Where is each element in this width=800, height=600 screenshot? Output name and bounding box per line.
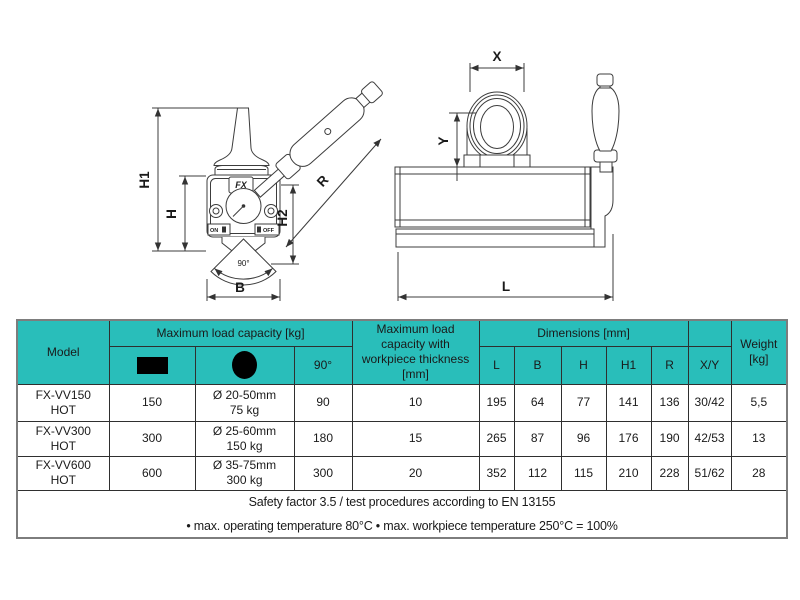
screw-left bbox=[210, 205, 223, 218]
model-cell bbox=[17, 456, 109, 490]
header-dim-h1: H1 bbox=[606, 346, 651, 384]
round-capacity-cell bbox=[195, 384, 294, 421]
round-kg: 150 kg bbox=[226, 438, 263, 453]
weight-cell: 28 bbox=[731, 456, 787, 490]
dim-r-cell: 228 bbox=[651, 456, 688, 490]
dim-xy-cell: 30/42 bbox=[688, 384, 731, 421]
round-diameter: Ø 35-75mm bbox=[212, 458, 277, 472]
capacity-90-cell: 90 bbox=[294, 384, 352, 421]
dim-label-h1: H1 bbox=[137, 171, 152, 189]
pole-plate bbox=[396, 229, 600, 247]
model-name: FX-VV300 bbox=[35, 423, 91, 438]
on-label: ON bbox=[210, 228, 219, 234]
dim-label-b: B bbox=[235, 280, 245, 295]
header-dim-xy: X/Y bbox=[688, 346, 731, 384]
model-variant: HOT bbox=[50, 473, 76, 487]
header-row-1 bbox=[17, 320, 787, 346]
casting-shoulder bbox=[215, 166, 268, 176]
hanger-casting bbox=[214, 108, 269, 166]
dim-h-cell: 77 bbox=[561, 384, 606, 421]
flat-material-icon bbox=[137, 357, 168, 374]
dim-xy-cell: 51/62 bbox=[688, 456, 731, 490]
model-variant: HOT bbox=[50, 438, 76, 453]
fx-logo-text: FX bbox=[235, 180, 247, 190]
thickness-cell: 10 bbox=[352, 384, 479, 421]
round-kg: 75 kg bbox=[229, 402, 260, 417]
dim-l-cell: 195 bbox=[479, 384, 514, 421]
dim-r-cell: 190 bbox=[651, 421, 688, 456]
table-row-fx-vv600 bbox=[17, 456, 787, 490]
header-dim-r: R bbox=[651, 346, 688, 384]
flat-capacity-cell: 150 bbox=[109, 384, 195, 421]
header-weight: Weight [kg] bbox=[731, 320, 787, 384]
lifting-eye bbox=[464, 92, 530, 167]
dim-label-h: H bbox=[164, 209, 179, 219]
round-capacity-cell bbox=[195, 456, 294, 490]
header-empty bbox=[688, 320, 731, 346]
dim-h1-cell: 141 bbox=[606, 384, 651, 421]
dim-h-cell: 115 bbox=[561, 456, 606, 490]
model-variant: HOT bbox=[50, 402, 76, 417]
header-model: Model bbox=[17, 320, 109, 384]
footer-cell bbox=[17, 490, 787, 538]
side-view-drawing bbox=[152, 78, 386, 301]
flat-capacity-cell: 300 bbox=[109, 421, 195, 456]
angle-label-90: 90° bbox=[237, 259, 250, 268]
header-dim-l: L bbox=[479, 346, 514, 384]
header-90deg: 90° bbox=[294, 346, 352, 384]
table-row-fx-vv150 bbox=[17, 384, 787, 421]
dim-b-cell: 64 bbox=[514, 384, 561, 421]
dim-b-cell: 112 bbox=[514, 456, 561, 490]
dim-h-cell: 96 bbox=[561, 421, 606, 456]
round-diameter: Ø 20-50mm bbox=[212, 387, 277, 402]
dim-xy-cell: 42/53 bbox=[688, 421, 731, 456]
spec-table-container bbox=[16, 319, 786, 539]
off-label: OFF bbox=[263, 228, 274, 234]
dim-label-y: Y bbox=[436, 136, 451, 146]
magnet-body-front bbox=[395, 167, 590, 227]
model-name: FX-VV150 bbox=[35, 387, 91, 402]
dim-b-cell: 87 bbox=[514, 421, 561, 456]
footer-row bbox=[17, 490, 787, 538]
capacity-90-cell: 180 bbox=[294, 421, 352, 456]
front-handle bbox=[591, 74, 619, 247]
thickness-cell: 20 bbox=[352, 456, 479, 490]
weight-cell: 13 bbox=[731, 421, 787, 456]
round-kg: 300 kg bbox=[226, 473, 263, 487]
dim-r-cell: 136 bbox=[651, 384, 688, 421]
dim-label-r: R bbox=[313, 172, 332, 190]
model-name: FX-VV600 bbox=[35, 458, 91, 472]
round-diameter: Ø 25-60mm bbox=[212, 423, 277, 438]
dim-l-cell: 265 bbox=[479, 421, 514, 456]
capacity-90-cell: 300 bbox=[294, 456, 352, 490]
thickness-cell: 15 bbox=[352, 421, 479, 456]
spec-table bbox=[16, 319, 788, 539]
table-row-fx-vv300 bbox=[17, 421, 787, 456]
round-material-icon bbox=[232, 351, 257, 379]
header-round-material bbox=[195, 346, 294, 384]
header-flat-material bbox=[109, 346, 195, 384]
model-cell bbox=[17, 384, 109, 421]
header-max-load-capacity: Maximum load capacity [kg] bbox=[109, 320, 352, 346]
side-handle bbox=[249, 78, 386, 203]
safety-note: Safety factor 3.5 / test procedures according to EN 13155 bbox=[248, 494, 556, 509]
dim-label-l: L bbox=[501, 279, 511, 294]
flat-capacity-cell: 600 bbox=[109, 456, 195, 490]
dim-label-x: X bbox=[492, 49, 502, 64]
model-cell bbox=[17, 421, 109, 456]
dim-label-h2: H2 bbox=[275, 209, 290, 227]
weight-cell: 5,5 bbox=[731, 384, 787, 421]
round-capacity-cell bbox=[195, 421, 294, 456]
dim-h1-cell: 210 bbox=[606, 456, 651, 490]
header-max-load-thickness: Maximum load capacity with workpiece thickness [mm] bbox=[352, 320, 479, 384]
temperature-note: • max. operating temperature 80°C • max. workpiece temperature 250°C = 100% bbox=[186, 518, 618, 533]
header-dimensions: Dimensions [mm] bbox=[479, 320, 688, 346]
header-dim-b: B bbox=[514, 346, 561, 384]
dim-l-cell: 352 bbox=[479, 456, 514, 490]
front-view-drawing bbox=[395, 63, 619, 301]
dim-h1-cell: 176 bbox=[606, 421, 651, 456]
header-dim-h: H bbox=[561, 346, 606, 384]
